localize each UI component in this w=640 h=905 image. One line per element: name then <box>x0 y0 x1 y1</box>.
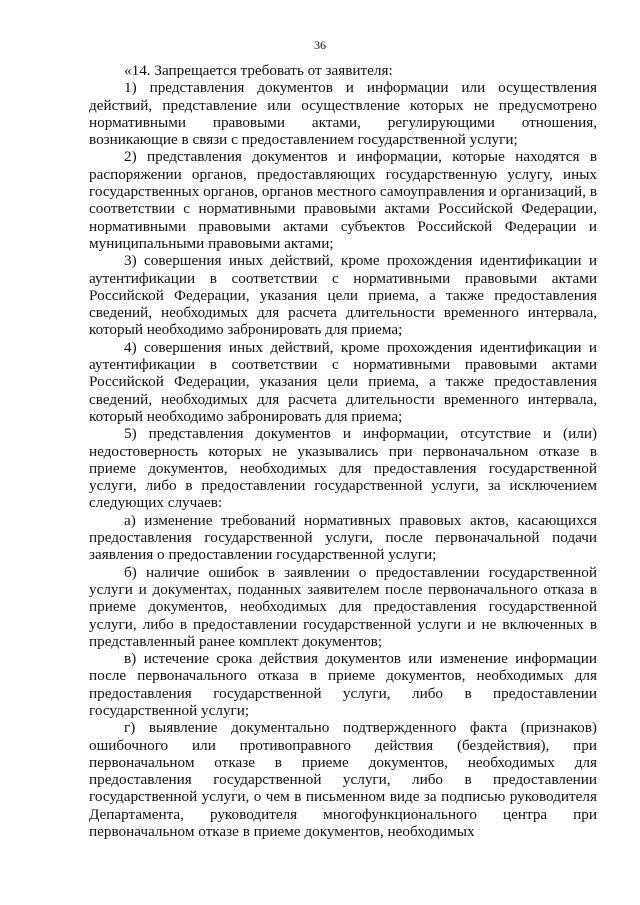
section-heading: «14. Запрещается требовать от заявителя: <box>124 62 393 79</box>
item-4-paragraph: 4) совершения иных действий, кроме прохождения идентификации и аутентификации в соответствии с нормативными правовыми актами Российской Федерации, указания цели приема, а также предоставления сведений, необходимых для расчета длительности временного интервала, который необходимо забронировать для приема; <box>89 338 597 425</box>
item-2-paragraph: 2) представления документов и информации, которые находятся в распоряжении органов, предоставляющих государственную услугу, иных государственных органов, органов местного самоуправления и организаций, в соответствии с нормативными правовыми актами Российской Федерации, нормативными правовыми актами субъектов Российской Федерации и муниципальными правовыми актами; <box>89 148 597 252</box>
subitem-g-paragraph: г) выявление документально подтвержденного факта (признаков) ошибочного или противоправного действия (бездействия), при первоначальном отказе в приеме документов, необходимых для предоставления государственной услуги, либо в предоставлении государственной услуги, о чем в письменном виде за подписью руководителя Департамента, руководителя многофункционального центра при первоначальном отказе в приеме документов, необходимых <box>89 719 597 841</box>
item-5-paragraph: 5) представления документов и информации, отсутствие и (или) недостоверность которых не указывались при первоначальном отказе в приеме документов, необходимых для предоставления государственной услуги, либо в предоставлении государственной услуги, за исключением следующих случаев: <box>89 425 597 512</box>
subitem-a-paragraph: а) изменение требований нормативных правовых актов, касающихся предоставления государственной услуги, после первоначальной подачи заявления о предоставлении государственной услуги; <box>89 511 597 564</box>
subitem-b-paragraph: б) наличие ошибок в заявлении о предоставлении государственной услуги и документах, поданных заявителем после первоначального отказа в приеме документов, необходимых для предоставления государственной услуги, либо в предоставлении государственной услуги и не включенных в представленный ранее комплект документов; <box>89 563 597 650</box>
item-3-paragraph: 3) совершения иных действий, кроме прохождения идентификации и аутентификации в соответствии с нормативными правовыми актами Российской Федерации, указания цели приема, а также предоставления сведений, необходимых для расчета длительности временного интервала, который необходимо забронировать для приема; <box>89 252 597 339</box>
page-number: 36 <box>314 38 326 52</box>
item-1-paragraph: 1) представления документов и информации или осуществления действий, представление или осуществление которых не предусмотрено нормативными правовыми актами, регулирующими отношения, возникающие в связи с предоставлением государственной услуги; <box>89 79 597 149</box>
subitem-v-paragraph: в) истечение срока действия документов или изменение информации после первоначального отказа в приеме документов, необходимых для предоставления государственной услуги, либо в предоставлении государственной услуги; <box>89 650 597 719</box>
document-body <box>89 62 597 840</box>
